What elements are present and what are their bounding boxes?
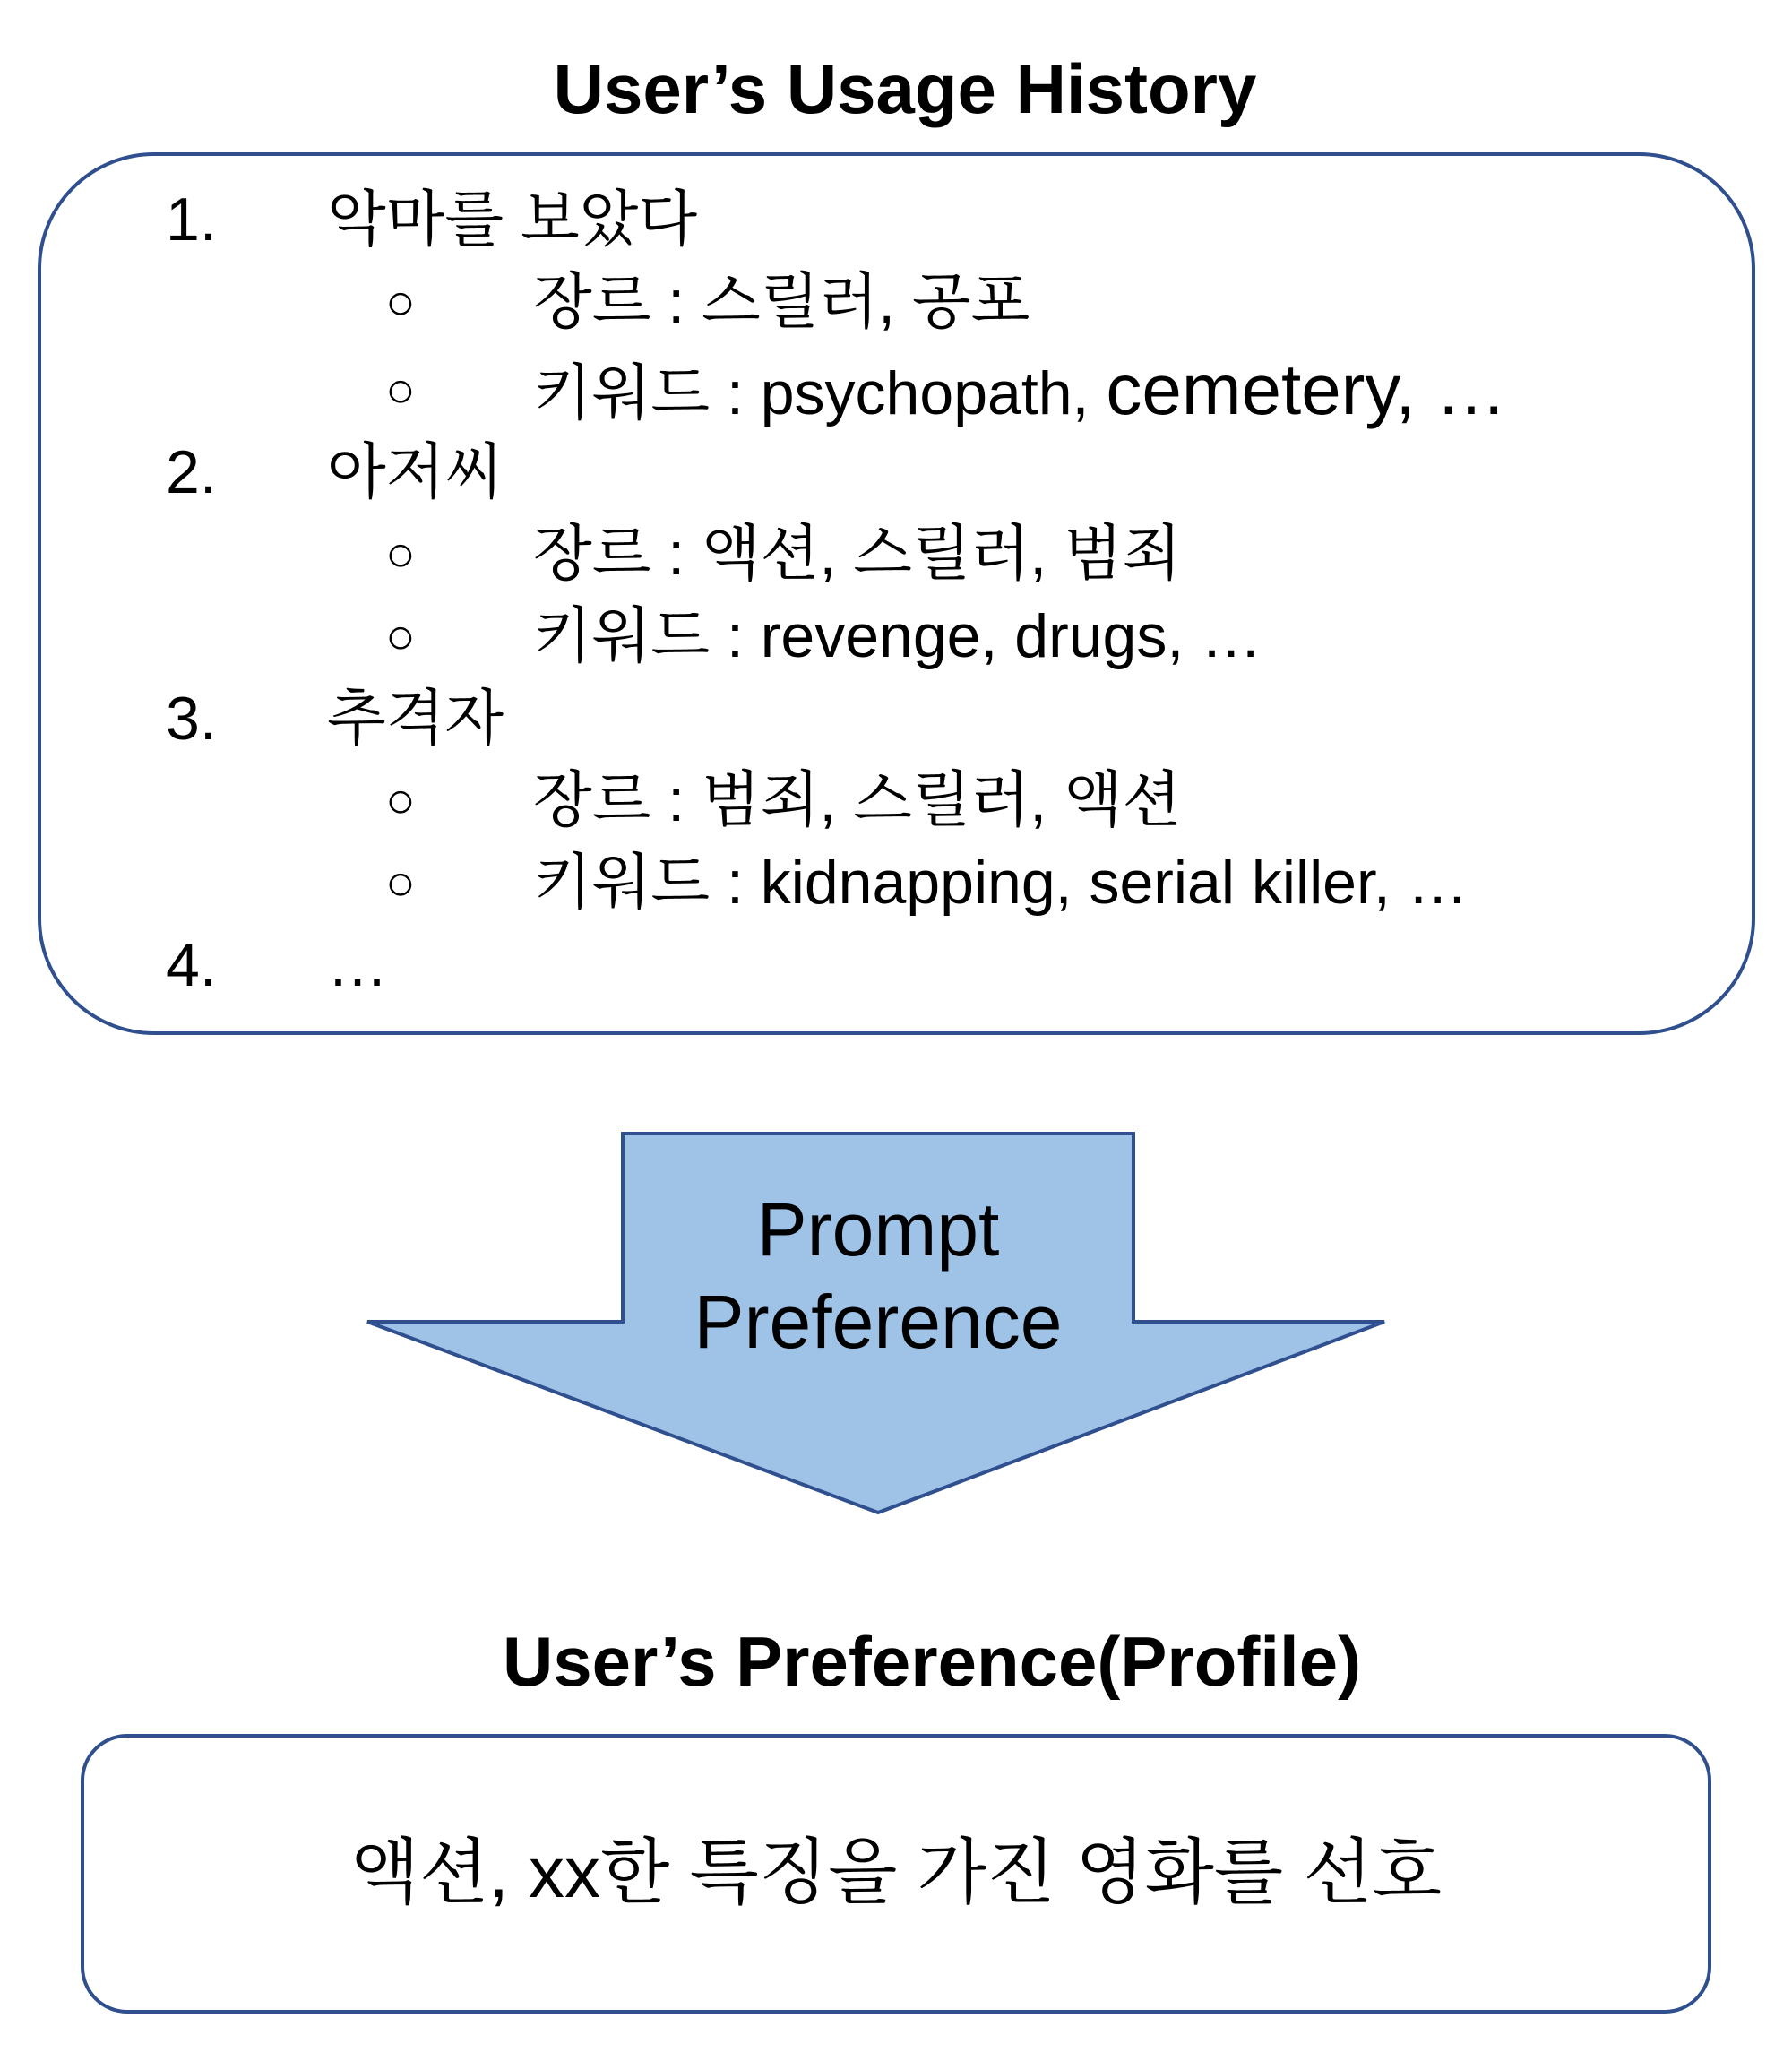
arrow-label-preference: Preference	[694, 1280, 1063, 1364]
item-number: 1.	[166, 185, 217, 254]
bullet-icon: ○	[385, 361, 416, 418]
genre-text: 장르 : 스릴러, 공포	[533, 268, 1030, 336]
keywords-text: 키워드 : revenge, drugs, …	[533, 602, 1262, 670]
keywords-text: 키워드 : kidnapping, serial killer, …	[533, 849, 1469, 917]
bullet-icon: ○	[385, 273, 416, 330]
item-number: 3.	[166, 685, 217, 753]
keywords-text-part: 키워드 : psychopath,	[533, 359, 1107, 427]
history-title: User’s Usage History	[553, 49, 1257, 128]
profile-title: User’s Preference(Profile)	[502, 1622, 1362, 1701]
movie-title: 아저씨	[327, 438, 504, 506]
bullet-icon: ○	[385, 608, 416, 664]
movie-title: 악마를 보았다	[327, 185, 698, 254]
bullet-icon: ○	[385, 854, 416, 910]
item-number: 2.	[166, 438, 217, 506]
item-number: 4.	[166, 931, 217, 999]
genre-text: 장르 : 범죄, 스릴러, 액션	[533, 766, 1182, 834]
keywords-text-part-large: cemetery, …	[1106, 349, 1507, 429]
movie-title: …	[327, 931, 388, 999]
arrow-label-prompt: Prompt	[756, 1187, 1000, 1272]
bullet-icon: ○	[385, 772, 416, 828]
profile-text: 액션, xx한 특징을 가진 영화를 선호	[350, 1832, 1442, 1912]
bullet-icon: ○	[385, 525, 416, 582]
genre-text: 장르 : 액션, 스릴러, 범죄	[533, 520, 1182, 588]
movie-title: 추격자	[327, 685, 504, 753]
